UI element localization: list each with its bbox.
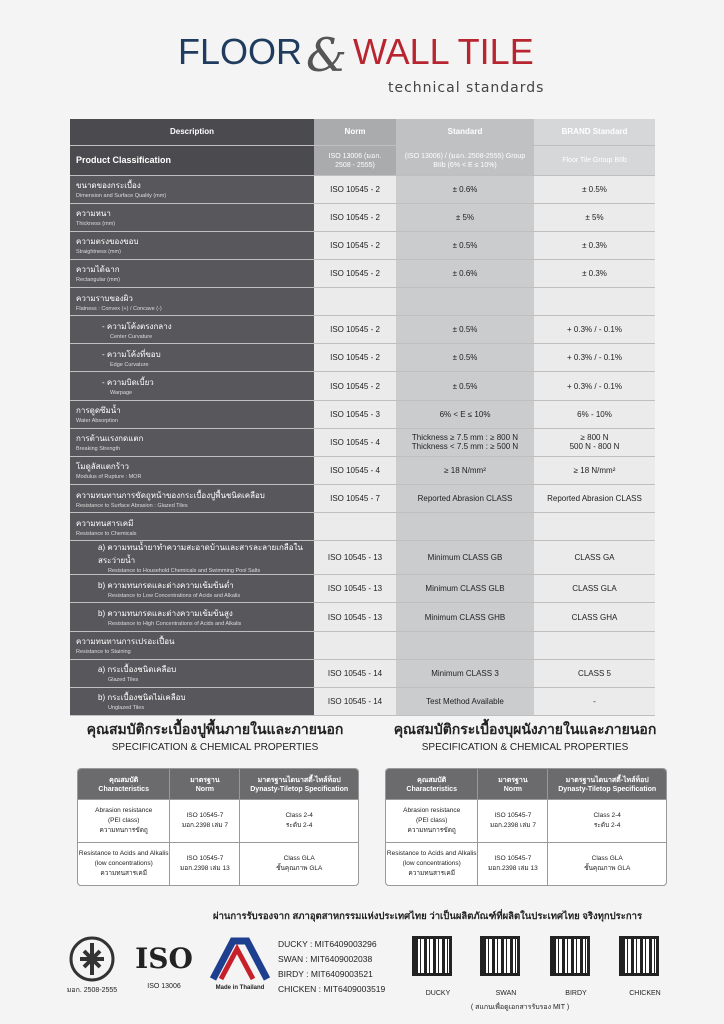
mini-cell: ISO 10545-7 มอก.2398 เล่ม 7 <box>170 799 240 842</box>
row-label-en: Dimension and Surface Quality (mm) <box>76 193 167 200</box>
row-norm: ISO 10545 - 14 <box>314 687 396 715</box>
row-brand-standard <box>534 631 655 659</box>
tis-icon <box>68 935 116 983</box>
row-norm: ISO 10545 - 13 <box>314 603 396 631</box>
row-norm: ISO 10545 - 13 <box>314 575 396 603</box>
iso-badge <box>133 935 195 990</box>
row-standard: ± 0.5% <box>396 372 534 400</box>
row-label-en: Straightness (mm) <box>76 249 121 256</box>
row-label-en: Unglazed Tiles <box>108 705 145 712</box>
mini-cell: Class GLA ชั้นคุณภาพ GLA <box>240 842 358 885</box>
mit-code: DUCKY : MIT6409003296 <box>278 939 377 949</box>
row-brand-standard: CLASS GLA <box>534 575 655 603</box>
wall-spec-title-th: คุณสมบัติกระเบื้องบุผนังภายในและภายนอก <box>393 721 657 737</box>
row-description <box>70 687 314 715</box>
row-label-en: Flatness : Convex (+) / Concave (-) <box>76 305 162 312</box>
mini-cell: Resistance to Acids and Alkalis (low concentrations) ความทนสารเคมี <box>78 842 170 885</box>
spec-row <box>70 575 655 603</box>
header-brand-standard: BRAND Standard <box>534 119 655 145</box>
row-label-th: การดูดซึมน้ำ <box>76 406 121 416</box>
tis-badge <box>62 935 122 996</box>
row-label-th: การต้านแรงกดแตก <box>76 434 144 444</box>
spec-row <box>70 456 655 484</box>
row-description <box>70 541 314 575</box>
row-standard: Minimum CLASS 3 <box>396 659 534 687</box>
spec-row <box>70 687 655 715</box>
certification-text: ผ่านการรับรองจาก สภาอุตสาหกรรมแห่งประเทศไทย ว่าเป็นผลิตภัณฑ์ที่ผลิตในประเทศไทย จริงทุกประการ <box>213 911 643 922</box>
mini-header-row <box>78 769 358 799</box>
row-label-th: ความราบของผิว <box>76 293 133 303</box>
qr-label: DUCKY <box>425 990 451 997</box>
row-label-th: b) ความทนกรดและด่างความเข้มข้นต่ำ <box>98 580 234 590</box>
row-description <box>70 603 314 631</box>
logo-wall-tile: WALL TILE <box>352 31 534 72</box>
row-label-en: Resistance to Household Chemicals and Swimming Pool Salts <box>108 568 261 575</box>
row-brand-standard: CLASS GHA <box>534 603 655 631</box>
floor-spec-table <box>77 768 359 886</box>
row-brand-standard: ± 5% <box>534 203 655 231</box>
wall-spec-heading <box>380 720 670 754</box>
qr-note: ( สแกนเพื่อดูเอกสารรับรอง MIT ) <box>470 1004 570 1011</box>
row-label-en: Modulus of Rupture : MOR <box>76 474 142 481</box>
row-standard <box>396 513 534 541</box>
row-brand-standard: + 0.3% / - 0.1% <box>534 316 655 344</box>
row-norm: ISO 10545 - 2 <box>314 231 396 259</box>
spec-row <box>70 541 655 575</box>
mini-cell: Class GLA ชั้นคุณภาพ GLA <box>548 842 666 885</box>
row-label-en: Rectangular (mm) <box>76 277 121 284</box>
spec-row <box>70 428 655 456</box>
row-description <box>70 485 314 513</box>
mini-header-cell: มาตรฐาน Norm <box>478 769 548 799</box>
row-norm <box>314 288 396 316</box>
spec-row <box>70 513 655 541</box>
row-label-en: Thickness (mm) <box>76 221 116 228</box>
row-norm: ISO 10545 - 13 <box>314 541 396 575</box>
mini-row <box>386 799 666 842</box>
qr-label: SWAN <box>495 990 517 997</box>
row-norm: ISO 10545 - 2 <box>314 203 396 231</box>
row-norm: ISO 10545 - 2 <box>314 259 396 287</box>
row-standard: Minimum CLASS GHB <box>396 603 534 631</box>
row-label-en: Resistance to Low Concentrations of Acids and Alkalis <box>108 592 241 599</box>
row-description <box>70 288 314 316</box>
spec-row <box>70 659 655 687</box>
row-label-th: ความได้ฉาก <box>76 265 120 275</box>
header-standard: Standard <box>396 119 534 145</box>
row-norm: ISO 10545 - 2 <box>314 175 396 203</box>
classification-brand: Floor Tile Group BIIb <box>534 145 655 175</box>
classification-label: Product Classification <box>70 145 314 175</box>
row-label-th: ความทนทานการขัดถูหน้าของกระเบื้องปูพื้นชนิดเคลือบ <box>76 490 265 500</box>
row-brand-standard <box>534 288 655 316</box>
row-description <box>70 456 314 484</box>
row-label-en: Warpage <box>110 390 133 397</box>
classification-standard: (ISO 13006) / (มอก. 2508-2555) Group BIIb (6% < E ≤ 10%) <box>396 145 534 175</box>
mit-codes <box>278 937 385 997</box>
spec-row <box>70 203 655 231</box>
row-brand-standard: Reported Abrasion CLASS <box>534 485 655 513</box>
row-label-th: b) ความทนกรดและด่างความเข้มข้นสูง <box>98 609 233 619</box>
row-label-th: โมดูลัสแตกร้าว <box>76 462 130 472</box>
row-brand-standard: - <box>534 687 655 715</box>
row-standard: Thickness ≥ 7.5 mm : ≥ 800 N Thickness < 7.5 mm : ≥ 500 N <box>396 428 534 456</box>
wall-spec-title-en: SPECIFICATION & CHEMICAL PROPERTIES <box>421 742 629 753</box>
row-description <box>70 259 314 287</box>
row-standard: Minimum CLASS GLB <box>396 575 534 603</box>
row-standard: Minimum CLASS GB <box>396 541 534 575</box>
row-brand-standard: CLASS 5 <box>534 659 655 687</box>
row-norm: ISO 10545 - 4 <box>314 428 396 456</box>
row-label-th: ความทนทานการเปรอะเปื้อน <box>76 637 175 647</box>
row-norm: ISO 10545 - 3 <box>314 400 396 428</box>
row-standard: ≥ 18 N/mm² <box>396 456 534 484</box>
mini-header-cell: คุณสมบัติ Characteristics <box>78 769 170 799</box>
row-label-th: a) ความทนน้ำยาทำความสะอาดบ้านและสารละลายเกลือในสระว่ายน้ำ <box>98 543 303 566</box>
row-brand-standard: ≥ 18 N/mm² <box>534 456 655 484</box>
logo-subtitle: technical standards <box>388 80 545 96</box>
spec-row <box>70 485 655 513</box>
row-standard: Reported Abrasion CLASS <box>396 485 534 513</box>
wall-spec-table <box>385 768 667 886</box>
spec-row <box>70 231 655 259</box>
row-label-th: - ความโค้งตรงกลาง <box>102 321 172 331</box>
row-norm: ISO 10545 - 2 <box>314 316 396 344</box>
row-description <box>70 203 314 231</box>
row-norm: ISO 10545 - 4 <box>314 456 396 484</box>
spec-row <box>70 631 655 659</box>
row-brand-standard: + 0.3% / - 0.1% <box>534 344 655 372</box>
iso-label: ISO 13006 <box>147 983 181 990</box>
row-label-en: Resistance to High Concentrations of Acids and Alkalis <box>108 621 242 628</box>
spec-row <box>70 316 655 344</box>
row-description <box>70 659 314 687</box>
row-brand-standard: ≥ 800 N 500 N - 800 N <box>534 428 655 456</box>
row-label-en: Resistance to Chemicals <box>76 530 137 537</box>
iso-icon: ISO <box>135 942 193 975</box>
row-norm: ISO 10545 - 14 <box>314 659 396 687</box>
logo-ampersand: & <box>306 28 347 82</box>
row-description <box>70 372 314 400</box>
floor-spec-title-th: คุณสมบัติกระเบื้องปูพื้นภายในและภายนอก <box>86 721 344 737</box>
mini-header-cell: มาตรฐาน Norm <box>170 769 240 799</box>
floor-spec-heading <box>70 720 360 754</box>
row-brand-standard: + 0.3% / - 0.1% <box>534 372 655 400</box>
row-standard: 6% < E ≤ 10% <box>396 400 534 428</box>
row-brand-standard: 6% - 10% <box>534 400 655 428</box>
row-label-th: a) กระเบื้องชนิดเคลือบ <box>98 665 177 675</box>
row-label-th: ขนาดของกระเบื้อง <box>76 181 141 191</box>
row-brand-standard: ± 0.3% <box>534 259 655 287</box>
header-norm: Norm <box>314 119 396 145</box>
row-standard <box>396 288 534 316</box>
spec-row <box>70 288 655 316</box>
row-standard: ± 0.5% <box>396 316 534 344</box>
row-label-en: Glazed Tiles <box>108 677 139 684</box>
mini-cell: ISO 10545-7 มอก.2398 เล่ม 13 <box>170 842 240 885</box>
row-label-en: Breaking Strength <box>76 446 121 453</box>
mini-header-row <box>386 769 666 799</box>
row-description <box>70 400 314 428</box>
row-norm <box>314 631 396 659</box>
mit-code: CHICKEN : MIT6409003519 <box>278 984 386 994</box>
mini-cell: Abrasion resistance (PEI class) ความทนการขัดถู <box>78 799 170 842</box>
row-description <box>70 175 314 203</box>
row-label-th: b) กระเบื้องชนิดไม่เคลือบ <box>98 693 186 703</box>
made-in-thailand-icon <box>207 935 273 983</box>
qr-code-chicken[interactable] <box>619 936 659 976</box>
row-label-th: - ความบิดเบี้ยว <box>102 378 154 388</box>
mini-row <box>386 842 666 885</box>
qr-code-swan[interactable] <box>480 936 520 976</box>
qr-code-birdy[interactable] <box>550 936 590 976</box>
row-label-th: ความทนสารเคมี <box>76 518 134 528</box>
row-brand-standard: ± 0.5% <box>534 175 655 203</box>
logo-floor: FLOOR <box>178 31 303 72</box>
mini-header-cell: คุณสมบัติ Characteristics <box>386 769 478 799</box>
mini-cell: Class 2-4 ระดับ 2-4 <box>548 799 666 842</box>
qr-code-ducky[interactable] <box>412 936 452 976</box>
row-standard <box>396 631 534 659</box>
spec-row <box>70 175 655 203</box>
row-description <box>70 316 314 344</box>
row-description <box>70 344 314 372</box>
row-standard: ± 5% <box>396 203 534 231</box>
spec-row <box>70 372 655 400</box>
row-label-th: ความหนา <box>76 209 111 219</box>
floor-spec-title-en: SPECIFICATION & CHEMICAL PROPERTIES <box>111 742 319 753</box>
qr-label: CHICKEN <box>629 990 661 997</box>
row-brand-standard: CLASS GA <box>534 541 655 575</box>
header-description: Description <box>70 119 314 145</box>
brand-logo <box>178 30 558 102</box>
row-label-en: Center Curvature <box>110 333 153 340</box>
row-label-th: - ความโค้งที่ขอบ <box>102 349 161 359</box>
mini-cell: Resistance to Acids and Alkalis (low concentrations) ความทนสารเคมี <box>386 842 478 885</box>
row-label-en: Resistance to Staining <box>76 649 131 656</box>
logo-wordmark <box>178 30 558 80</box>
row-label-th: ความตรงของขอบ <box>76 237 139 247</box>
spec-row <box>70 400 655 428</box>
mit-code: SWAN : MIT6409002038 <box>278 954 373 964</box>
technical-standards-table <box>70 119 655 716</box>
classification-norm: ISO 13006 (มอก. 2508 - 2555) <box>314 145 396 175</box>
tis-label: มอก. 2508-2555 <box>66 987 118 994</box>
mini-header-cell: มาตรฐานไดนาสตี้-ไทล์ท็อป Dynasty-Tiletop Specification <box>548 769 666 799</box>
row-brand-standard: ± 0.3% <box>534 231 655 259</box>
row-label-en: Resistance to Surface Abrasion : Glazed Tiles <box>76 502 188 509</box>
row-norm <box>314 513 396 541</box>
row-description <box>70 428 314 456</box>
row-standard: ± 0.5% <box>396 231 534 259</box>
classification-row <box>70 145 655 175</box>
row-description <box>70 575 314 603</box>
mini-cell: Class 2-4 ระดับ 2-4 <box>240 799 358 842</box>
mini-cell: ISO 10545-7 มอก.2398 เล่ม 7 <box>478 799 548 842</box>
row-norm: ISO 10545 - 2 <box>314 372 396 400</box>
row-norm: ISO 10545 - 7 <box>314 485 396 513</box>
spec-row <box>70 344 655 372</box>
row-norm: ISO 10545 - 2 <box>314 344 396 372</box>
spec-row <box>70 603 655 631</box>
qr-label: BIRDY <box>565 990 587 997</box>
mini-cell: ISO 10545-7 มอก.2398 เล่ม 13 <box>478 842 548 885</box>
mit-label: Made in Thailand <box>215 985 265 991</box>
mini-cell: Abrasion resistance (PEI class) ความทนการขัดถู <box>386 799 478 842</box>
row-description <box>70 631 314 659</box>
row-label-en: Water Absorption <box>76 418 118 425</box>
row-label-en: Edge Curvature <box>110 361 149 368</box>
mit-code: BIRDY : MIT6409003521 <box>278 969 373 979</box>
mini-header-cell: มาตรฐานไดนาสตี้-ไทล์ท็อป Dynasty-Tiletop Specification <box>240 769 358 799</box>
row-standard: ± 0.6% <box>396 175 534 203</box>
mini-row <box>78 842 358 885</box>
mit-badge <box>205 935 275 991</box>
row-standard: ± 0.6% <box>396 259 534 287</box>
spec-row <box>70 259 655 287</box>
mini-row <box>78 799 358 842</box>
row-standard: ± 0.5% <box>396 344 534 372</box>
row-standard: Test Method Available <box>396 687 534 715</box>
row-description <box>70 513 314 541</box>
row-brand-standard <box>534 513 655 541</box>
row-description <box>70 231 314 259</box>
